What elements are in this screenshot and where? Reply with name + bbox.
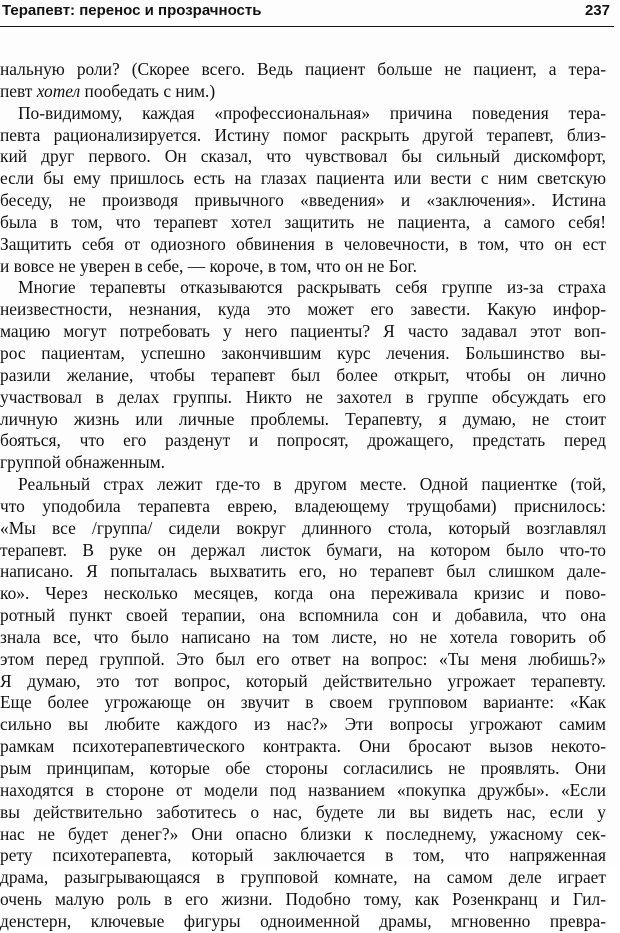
text-line: рос пациентам, успешно закончившим курс лечения. Большинство вы-: [0, 342, 606, 363]
text-line: если бы ему пришлось есть на глазах пациента или вести с ним светскую: [0, 168, 606, 189]
text-line: нас не будет денег?» Они опасно близки к последнему, ужасному сек-: [0, 823, 606, 844]
text-line: певта рационализируется. Истину помог раскрыть другой терапевт, близ-: [0, 124, 606, 145]
text-line: рым принципам, которые обе стороны согласились не проявлять. Они: [0, 758, 606, 778]
text-line: денстерн, ключевые фигуры одноименной драмы, мгновенно превра-: [0, 910, 606, 931]
text-line: очень малую роль в его жизни. Подобно тому, как Розенкранц и Гил-: [0, 889, 606, 910]
text-line: рамкам психотерапевтического контракта. Они бросают вызов некото-: [0, 736, 606, 757]
text-line: Еще более угрожающе он звучит в своем групповом варианте: «Как: [0, 692, 606, 713]
text-line: Многие терапевты отказываются раскрывать себя группе из-за страха: [18, 277, 606, 298]
text-line: кий друг первого. Он сказал, что чувствовал бы сильный дискомфорт,: [0, 146, 606, 167]
page-number: 237: [584, 2, 610, 19]
text-line: ротный пункт своей терапии, она вспомнила сон и добавила, что она: [0, 605, 606, 626]
text-line: Защитить себя от одиозного обвинения в человечности, в том, что он ест: [0, 233, 606, 254]
text-line: бояться, что его разденут и попросят, дрожащего, предстать перед: [0, 430, 606, 451]
text-line: терапевт. В руке он держал листок бумаги, на котором было что-то: [0, 539, 606, 560]
text-line: знала все, что было написано на том листе, но не хотела говорить об: [0, 626, 606, 647]
header-rule: [0, 26, 614, 27]
text-line: драма, разыгрывающаяся в групповой комнате, на самом деле играет: [0, 867, 606, 888]
text-line: разили желание, чтобы терапевт был более открыт, чтобы он лично: [0, 364, 606, 385]
text-line: сильно вы любите каждого из нас?» Эти вопросы угрожают самим: [0, 714, 606, 735]
text-line: Я думаю, это тот вопрос, который действительно угрожает терапевту.: [0, 670, 606, 691]
text-line: находятся в стороне от модели под названием «покупка дружбы». «Если: [0, 779, 606, 800]
text-line: была в том, что терапевт хотел защитить не пациента, а самого себя!: [0, 211, 606, 232]
text-line: беседу, не производя привычного «введения» и «заключения». Истина: [0, 190, 606, 211]
text-line: написано. Я попыталась выхватить его, но терапевт был слишком дале-: [0, 561, 606, 582]
text-line: группой обнаженным.: [0, 452, 165, 473]
text-line: участвовал в делах группы. Никто не захотел в группе обсуждать его: [0, 386, 606, 407]
chapter-title: Терапевт: перенос и прозрачность: [2, 2, 262, 19]
text-line: [0, 81, 606, 103]
text-line: ко». Через несколько месяцев, когда она переживала кризис и пово-: [0, 583, 606, 604]
text-line: Реальный страх лежит где-то в другом месте. Одной пациентке (той,: [18, 474, 606, 495]
text-line: неизвестности, незнания, куда это может его завести. Какую инфор-: [0, 299, 606, 320]
text-line: мацию могут потребовать у него пациенты? Я часто задавал этот воп-: [0, 321, 606, 342]
text-line: нальную роли? (Скорее всего. Ведь пациент больше не пациент, а тера-: [0, 59, 606, 79]
text-line: этом перед группой. Это был его ответ на вопрос: «Ты меня любишь?»: [0, 648, 606, 669]
text-line: рету психотерапевта, который заключается в том, что напряженная: [0, 845, 606, 866]
italic-emphasis: хотел: [36, 80, 81, 101]
text-segment: певт: [0, 80, 37, 101]
text-line: вы действительно заботитесь о нас, будете ли вы видеть нас, если у: [0, 801, 606, 822]
text-line: «Мы все /группа/ сидели вокруг длинного стола, который возглавлял: [0, 517, 606, 538]
running-head: [2, 0, 610, 22]
body-text: [0, 59, 606, 933]
text-line: и вовсе не уверен в себе, — короче, в том, что он не Бог.: [0, 255, 417, 276]
text-line: что уподобила терапевта еврею, владеющему трущобами) приснилось:: [0, 495, 606, 516]
text-segment: пообедать с ним.): [80, 80, 216, 101]
text-line: По-видимому, каждая «профессиональная» причина поведения тера-: [18, 102, 606, 123]
text-line: личную жизнь или личные проблемы. Терапевту, я думаю, не стоит: [0, 408, 606, 429]
